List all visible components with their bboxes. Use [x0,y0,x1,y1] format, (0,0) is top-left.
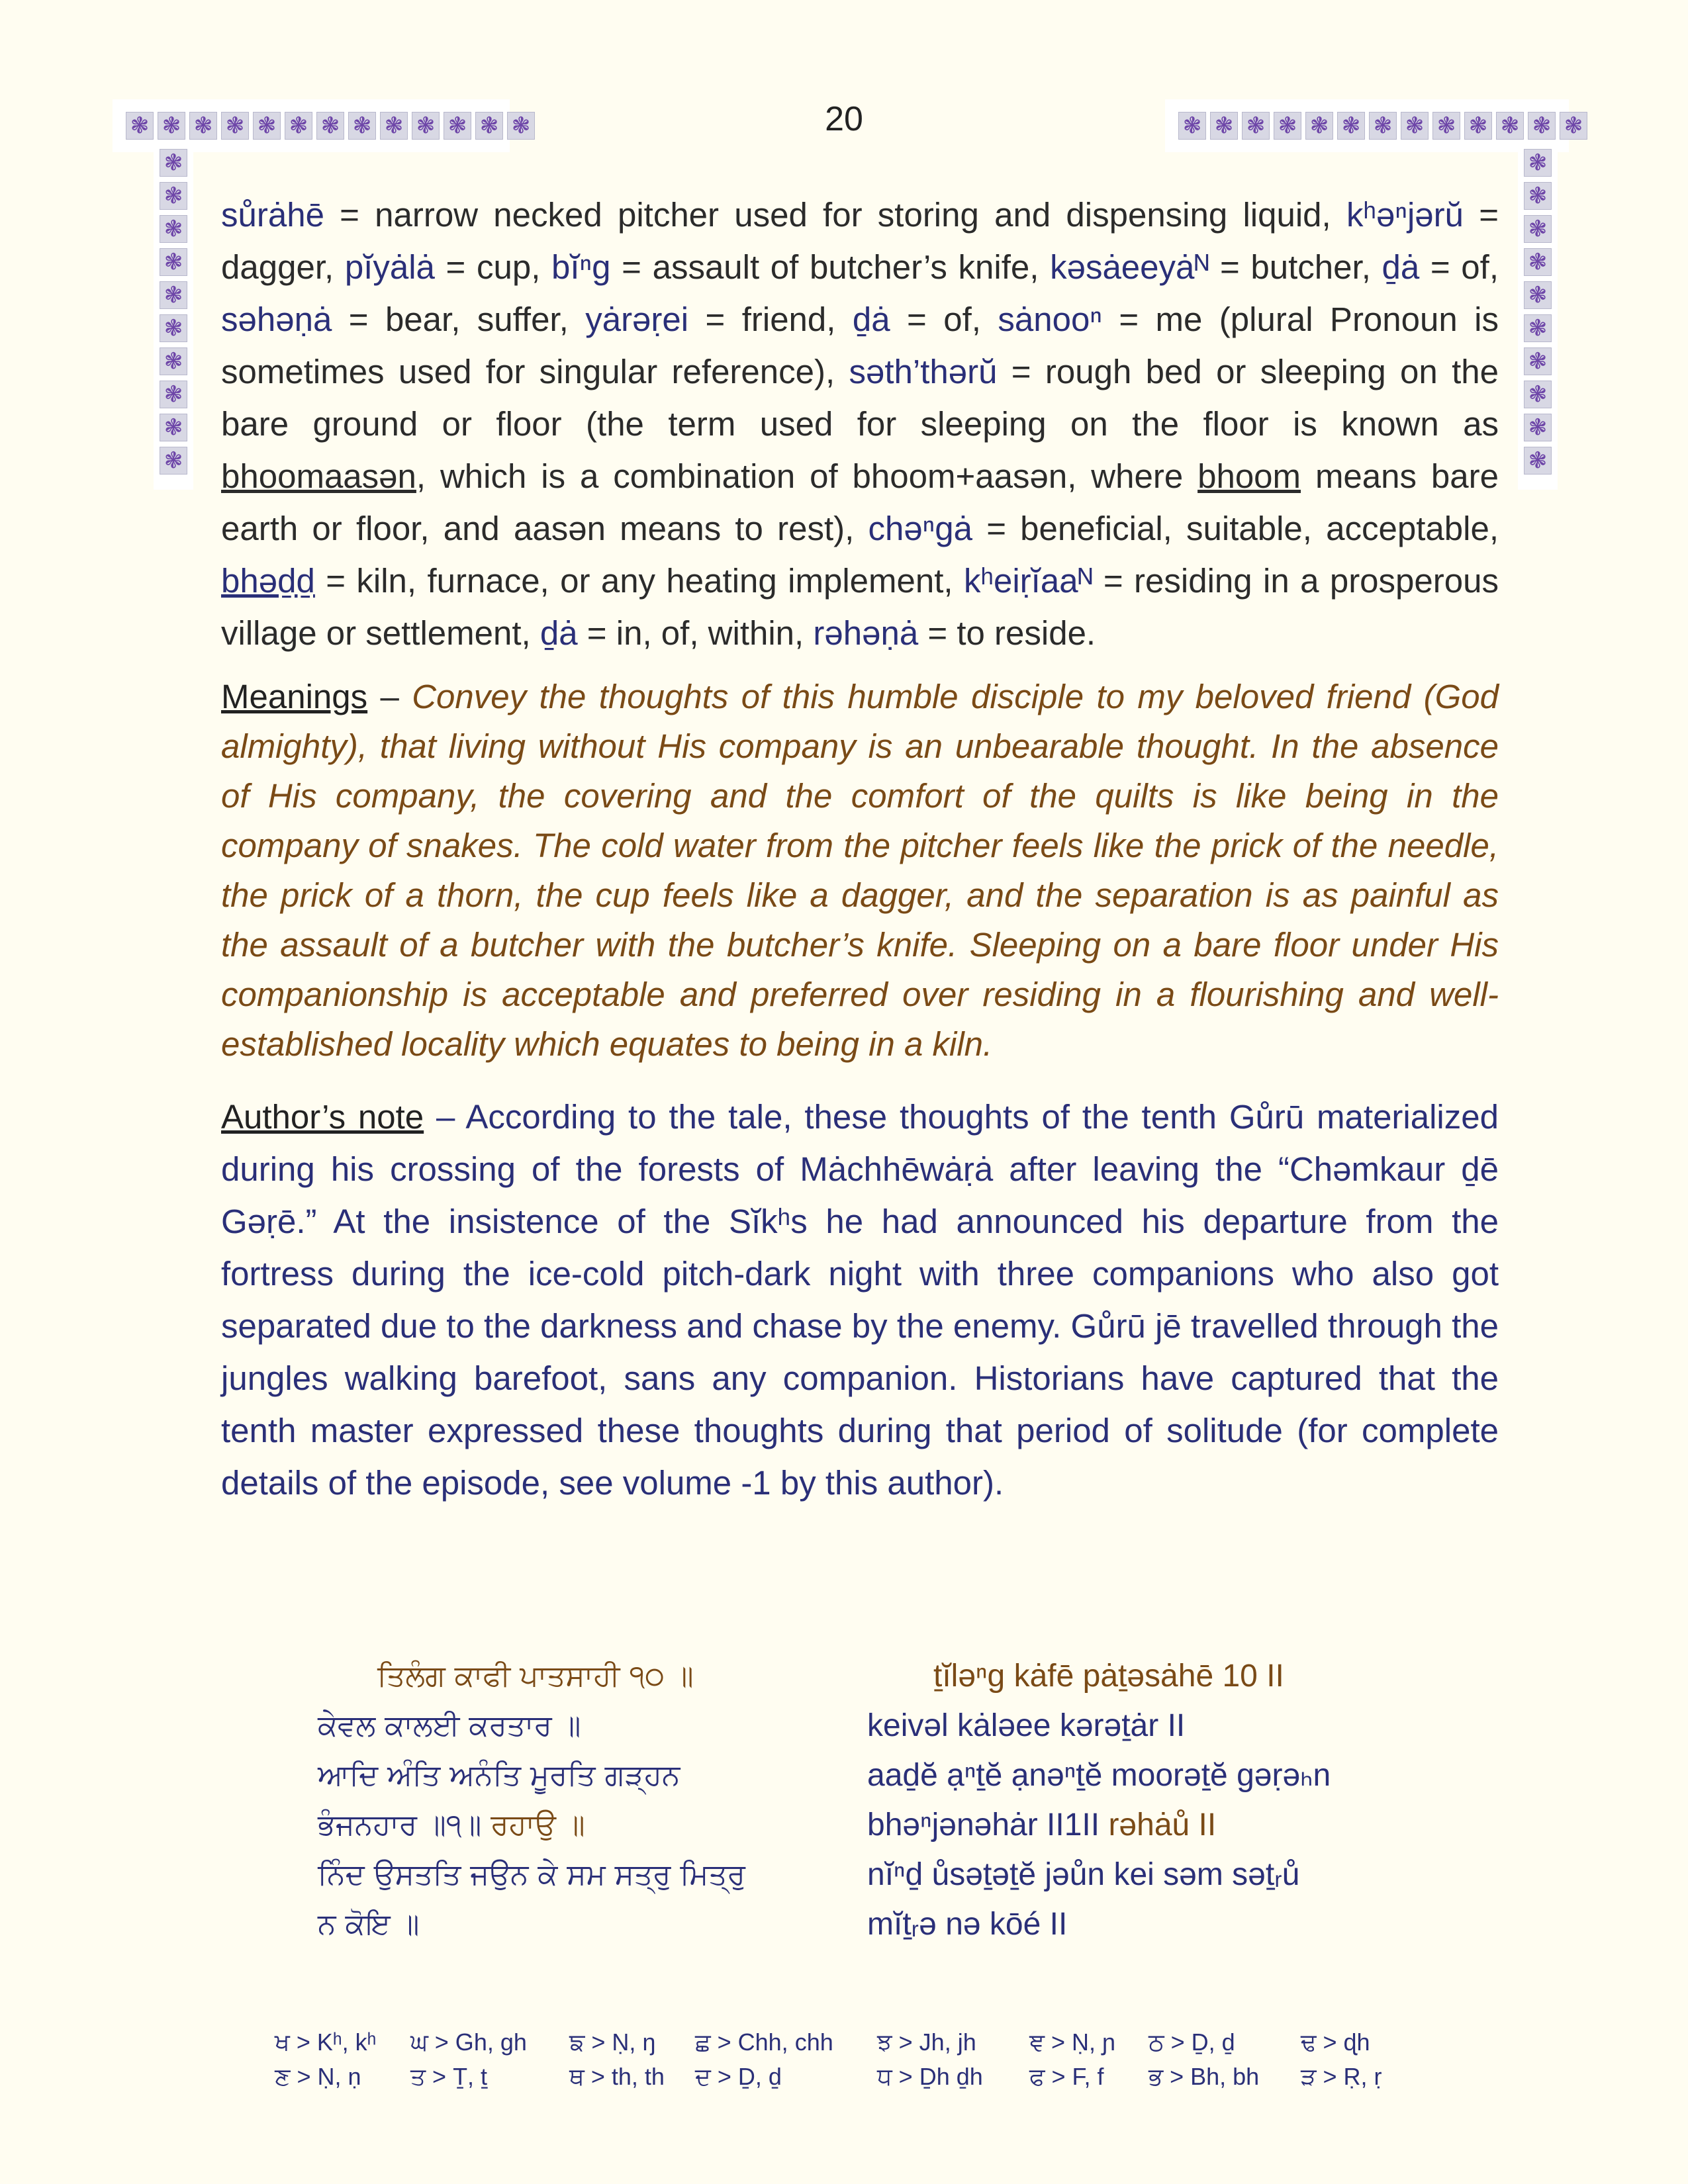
flower-icon: ❃ [221,112,249,140]
verse-line: ਕੇਵਲ ਕਾਲਈ ਕਰਤਾਰ ॥ [318,1709,581,1743]
term: rəhəṇȧ [813,614,919,652]
verse-gurmukhi [318,1651,745,1949]
legend-entry: ਫ > F, f [1029,2062,1104,2090]
flower-icon: ❃ [1528,112,1556,140]
flower-icon: ❃ [1524,182,1552,210]
legend-entry: ਦ > Ḏ, ḏ [695,2062,782,2090]
meanings-text: Convey the thoughts of this humble disciple to my beloved friend (God almighty), that living without His company is an unbearable thought. In the absence of His company, the covering and the comfort of the quilts is like being in the company of snakes. The cold water from the pitcher feels like the prick of the needle, the prick of a thorn, the cup feels like a dagger, and the separation is as painful as the assault of a butcher with the butcher’s knife. Sleeping on a bare floor under His companionship is acceptable and preferred over residing in a flourishing and well-established locality which equates to being in a kiln. [221,678,1499,1063]
term: bhoom+aasən [852,457,1068,495]
definition: = butcher, [1209,248,1382,286]
flower-icon: ❃ [1524,347,1552,375]
verse-line: aaḏĕ ạⁿṯĕ ạnəⁿṯĕ moorəṯĕ gəṛəₕn [867,1758,1331,1793]
definition: = to reside. [918,614,1096,652]
definition: , where [1067,457,1198,495]
flower-icon: ❃ [1305,112,1333,140]
flower-icon: ❃ [160,149,187,177]
legend-entry: ਙ > Ṇ, ŋ [569,2028,656,2056]
term: chəⁿgȧ [868,510,973,547]
flower-icon: ❃ [1432,112,1460,140]
term: səhəṇȧ [221,300,332,338]
term: sůrȧhē [221,196,324,234]
flower-icon: ❃ [380,112,408,140]
flower-icon: ❃ [1524,414,1552,441]
authors-note-paragraph [221,1091,1499,1509]
flower-icon: ❃ [1401,112,1429,140]
verse-heading: ṯĭləⁿg kȧfē pȧṯəsȧhē 10 II [933,1659,1284,1694]
flower-icon: ❃ [1369,112,1397,140]
flower-icon: ❃ [1524,281,1552,309]
term: ḏȧ [539,614,578,652]
definition: = bear, suffer, [332,300,586,338]
flower-icon: ❃ [160,281,187,309]
legend-entry: ਝ > Jh, jh [877,2028,976,2056]
flower-icon: ❃ [1560,112,1587,140]
flower-icon: ❃ [412,112,440,140]
flower-icon: ❃ [444,112,471,140]
term-underlined: bhəḏḏ [221,562,315,600]
legend-row [275,2060,1420,2094]
page-number: 20 [825,100,863,138]
ornament-column-left [160,149,187,475]
definition: = narrow necked pitcher used for storing and dispensing liquid, [324,196,1346,234]
legend-entry: ਥ > th, th [569,2062,665,2090]
legend-entry: ਛ > Chh, chh [695,2028,833,2056]
authors-note-text: – According to the tale, these thoughts of the tenth Gůrū materialized during his crossing of the forests of Mȧchhēwȧṛȧ after leaving the “Chəmkaur ḏē Gəṛē.” At the insistence of the Sĭkʰs he had announced his departure from the fortress during the ice-cold pitch-dark night with three companions who also got separated due to the darkness and chase by the enemy. Gůrū jē travelled through the jungles walking barefoot, sans any companion. Historians have captured that the tenth master expressed these thoughts during that period of solitude (for complete details of the episode, see volume -1 by this author). [221,1098,1499,1502]
flower-icon: ❃ [253,112,281,140]
legend-entry: ਠ > Ḏ, ḏ [1149,2028,1235,2056]
verse-line-text: bhəⁿjənəhȧr II1II [867,1807,1109,1843]
definition: = of, [890,300,998,338]
flower-icon: ❃ [1524,248,1552,276]
legend-entry: ਧ > Ḏh ḏh [877,2062,983,2090]
legend-entry: ਖ > Kʰ, kʰ [275,2028,377,2056]
definition: = beneficial, suitable, acceptable, [972,510,1499,547]
flower-icon: ❃ [1524,447,1552,475]
legend-entry: ੜ > Ṛ, ṛ [1301,2062,1382,2090]
legend-entry: ਣ > Ṇ, ṇ [275,2062,361,2090]
definition: means bare earth or floor, and aasən means to rest), [221,457,1499,547]
flower-icon: ❃ [316,112,344,140]
flower-icon: ❃ [1496,112,1524,140]
term: ḏȧ [1382,248,1420,286]
meanings-dash: – [367,678,412,715]
term-underlined: bhoom [1197,457,1301,495]
definition: = assault of butcher’s knife, [610,248,1051,286]
verse-heading: ਤਿਲੰਗ ਕਾਫੀ ਪਾਤਸਾਹੀ ੧੦ ॥ [377,1659,694,1693]
legend-entry: ਤ > Ṯ, ṯ [410,2062,488,2090]
legend-entry: ਞ > Ṇ, ɲ [1029,2028,1116,2056]
flower-icon: ❃ [158,112,185,140]
flower-icon: ❃ [348,112,376,140]
term: ḏȧ [852,300,890,338]
verse-line [318,1800,741,1850]
flower-icon: ❃ [475,112,503,140]
verse-line: ਆਦਿ ਅੰਤਿ ਅਨੰਤਿ ਮੂਰਤਿ ਗੜ੍ਹਨ [318,1758,680,1792]
term: kʰeiṛĭaaᴺ [963,562,1093,600]
term: səth’thərŭ [849,353,998,390]
flower-icon: ❃ [1242,112,1270,140]
flower-icon: ❃ [1464,112,1492,140]
term: pĭyȧlȧ [344,248,435,286]
legend-entry: ਢ > ɖh [1301,2028,1370,2056]
definition: = kiln, furnace, or any heating implement, [314,562,964,600]
flower-icon: ❃ [160,381,187,408]
flower-icon: ❃ [160,347,187,375]
legend-row [275,2025,1420,2060]
verse-line [867,1800,1463,1850]
meanings-paragraph [221,672,1499,1069]
verse-line: ਨ ਕੋਇ ॥ [318,1907,420,1941]
flower-icon: ❃ [1524,149,1552,177]
definition: = of, [1419,248,1499,286]
term: kəsȧeeyȧᴺ [1050,248,1209,286]
transliteration-legend [275,2025,1420,2094]
definition: = in, of, within, [577,614,814,652]
term: yȧrəṛei [585,300,689,338]
border-side-right [1518,142,1558,490]
term: bĭⁿg [551,248,611,286]
flower-icon: ❃ [1274,112,1301,140]
flower-icon: ❃ [1524,381,1552,408]
verse-line: keivəl kȧləee kərəṯȧr II [867,1708,1186,1743]
verse-line-text: ਭੰਜਨਹਾਰ ॥੧॥ [318,1808,491,1842]
ornament-column-right [1524,149,1552,475]
verse-line: nĭⁿḏ ůsəṯəṯĕ jəůn kei səm səṯᵣů [867,1857,1300,1892]
border-side-left [154,142,193,490]
meanings-label: Meanings [221,678,368,715]
ornament-row-right [1178,112,1587,140]
rahao-text: rəhȧů II [1108,1807,1217,1843]
definition: = friend, [688,300,853,338]
definition: = me (plural Pronoun is sometimes used for singular reference), [221,300,1499,390]
verse-romanized [867,1651,1463,1949]
flower-icon: ❃ [160,182,187,210]
border-top-right [1165,99,1583,152]
flower-icon: ❃ [1524,314,1552,342]
verse-line: ਨਿੰਦ ਉਸਤਤਿ ਜਉਨ ਕੇ ਸਮ ਸਤ੍ਰੁ ਮਿਤ੍ਰੁ [318,1858,745,1891]
rahao-text: ਰਹਾਉ ॥ [491,1808,585,1842]
flower-icon: ❃ [1524,215,1552,243]
definition: , which is a combination of [416,457,853,495]
glossary-paragraph [221,189,1499,659]
flower-icon: ❃ [1337,112,1365,140]
flower-icon: ❃ [160,447,187,475]
definition: = cup, [434,248,552,286]
term: sȧnooⁿ [998,300,1102,338]
flower-icon: ❃ [189,112,217,140]
legend-entry: ਘ > Gh, gh [410,2028,527,2056]
flower-icon: ❃ [160,414,187,441]
term: kʰəⁿjərŭ [1346,196,1464,234]
ornament-row-left [126,112,535,140]
flower-icon: ❃ [1210,112,1238,140]
flower-icon: ❃ [160,314,187,342]
flower-icon: ❃ [126,112,154,140]
verse-line: mĭṯᵣə nə kōé II [867,1907,1068,1942]
flower-icon: ❃ [507,112,535,140]
flower-icon: ❃ [1178,112,1206,140]
term-underlined: bhoomaasən [221,457,416,495]
authors-note-label: Author’s note [221,1098,424,1136]
flower-icon: ❃ [160,248,187,276]
definition: = residing in a prosperous village or settlement, [221,562,1499,652]
legend-entry: ਭ > Bh, bh [1149,2062,1260,2090]
definition: = dagger, [221,196,1499,286]
flower-icon: ❃ [285,112,312,140]
flower-icon: ❃ [160,215,187,243]
definition: = rough bed or sleeping on the bare ground or floor (the term used for sleeping on the floor is known as [221,353,1499,443]
